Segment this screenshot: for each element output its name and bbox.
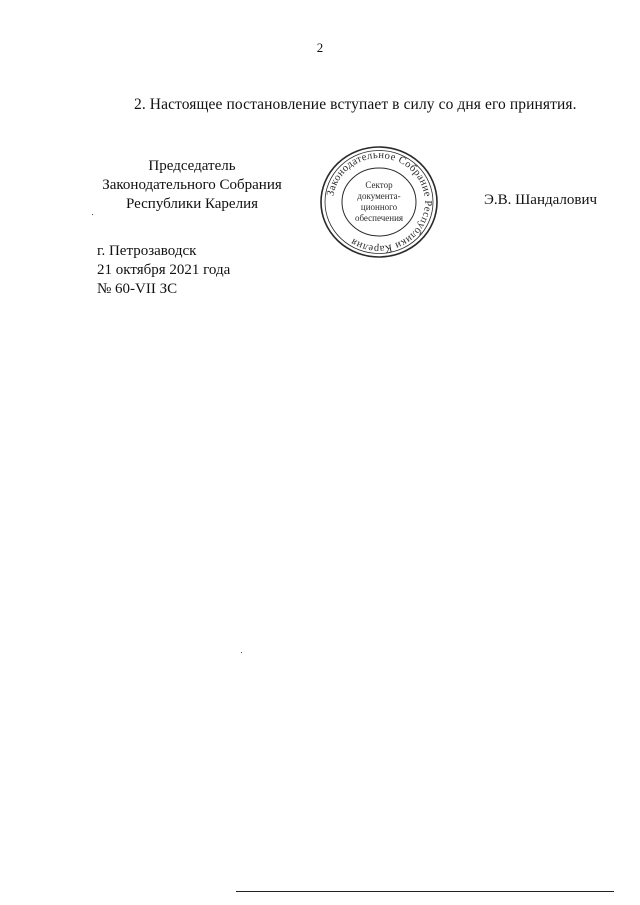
- seal-center-line: документа-: [357, 191, 401, 201]
- clause-text: 2. Настоящее постановление вступает в силу со дня его принятия.: [134, 96, 577, 113]
- document-number-line: № 60-VII ЗС: [97, 281, 178, 297]
- signer-title-line: Законодательного Собрания: [102, 177, 282, 193]
- signer-name: Э.В. Шандалович: [484, 192, 598, 208]
- city-line: г. Петрозаводск: [97, 243, 197, 259]
- signer-title-line: Республики Карелия: [125, 196, 259, 212]
- page-number: 2: [316, 40, 324, 55]
- scan-speck: [92, 214, 93, 215]
- signer-title: [96, 157, 288, 214]
- seal-center-line: ционного: [360, 202, 398, 212]
- seal-center-line: обеспечения: [354, 213, 404, 223]
- bottom-rule: [236, 891, 614, 892]
- date-line: 21 октября 2021 года: [97, 262, 231, 278]
- scan-speck: [241, 652, 242, 653]
- seal-center-line: Сектор: [365, 180, 393, 190]
- official-seal-stamp: [318, 144, 440, 260]
- place-date-number: [97, 242, 230, 299]
- signer-title-line: Председатель: [148, 158, 236, 174]
- seal-ring-text: Законодательное Собрание Республики Карелия: [325, 149, 434, 255]
